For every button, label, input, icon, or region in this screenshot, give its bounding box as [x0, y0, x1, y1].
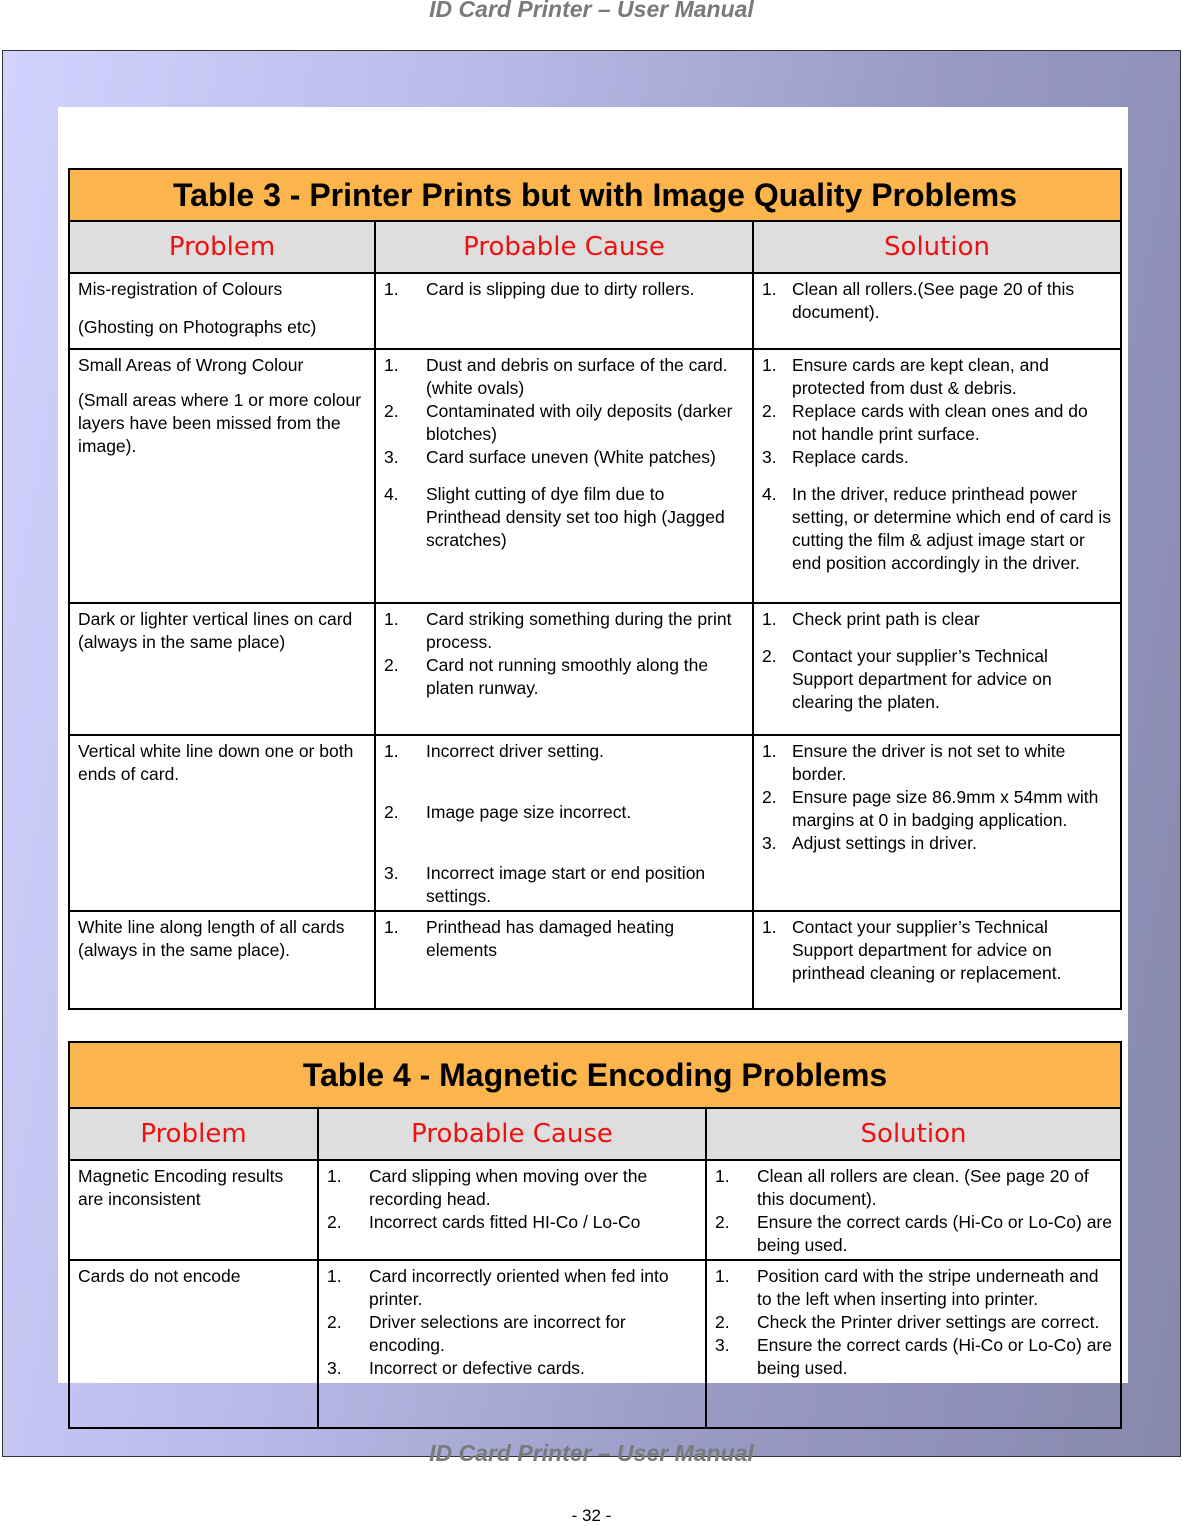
list-item: 2. Check the Printer driver settings are correct.: [715, 1312, 1100, 1332]
list-item: 1. Card incorrectly oriented when fed into printer.: [327, 1266, 669, 1309]
problem-text: Cards do not encode: [78, 1266, 241, 1286]
list-item: 2. Ensure page size 86.9mm x 54mm with margins at 0 in badging application.: [762, 787, 1099, 830]
problem-cell: [69, 1160, 318, 1260]
list-item: 2. Driver selections are incorrect for encoding.: [327, 1312, 626, 1355]
problem-text: White line along length of all cards (always in the same place).: [78, 917, 345, 960]
column-header-probable-cause: Probable Cause: [318, 1108, 706, 1160]
list-item: 1. Card is slipping due to dirty rollers.: [384, 279, 695, 299]
problem-text: Vertical white line down one or both ends of card.: [78, 741, 354, 784]
list-item: 2. Contaminated with oily deposits (darker blotches): [384, 401, 733, 444]
cause-cell: [375, 735, 753, 911]
problem-cell: [69, 911, 375, 1009]
list-item: 1. Check print path is clear: [762, 609, 980, 629]
list-item: 3. Replace cards.: [762, 447, 909, 467]
problem-detail: (Small areas where 1 or more colour layers have been missed from the image).: [78, 390, 362, 456]
list-item: 1. Printhead has damaged heating elements: [384, 917, 675, 960]
column-header-probable-cause: Probable Cause: [375, 221, 753, 273]
solution-cell: [753, 273, 1121, 349]
content-panel: [58, 107, 1128, 1383]
list-item: 2. Incorrect cards fitted HI-Co / Lo-Co: [327, 1212, 641, 1232]
problem-cell: [69, 273, 375, 349]
list-item: 1. Contact your supplier’s Technical Support department for advice on printhead cleaning or replacement.: [762, 917, 1062, 983]
table-title: Table 4 - Magnetic Encoding Problems: [69, 1042, 1121, 1108]
list-item: 1. Dust and debris on surface of the card. (white ovals): [384, 355, 728, 398]
list-item: 2. Card not running smoothly along the platen runway.: [384, 655, 709, 698]
problem-text: Dark or lighter vertical lines on card (always in the same place): [78, 609, 353, 652]
solution-cell: [706, 1160, 1121, 1260]
page-footer: ID Card Printer – User Manual: [429, 1440, 754, 1466]
table-row: [69, 603, 1121, 735]
cause-cell: [318, 1160, 706, 1260]
list-item: 4. In the driver, reduce printhead power setting, or determine which end of card is cutting the film & adjust image start or end position accordingly in the driver.: [762, 484, 1112, 573]
content-frame: [2, 50, 1181, 1457]
problem-detail: (Ghosting on Photographs etc): [78, 317, 317, 337]
list-item: 2. Image page size incorrect.: [384, 802, 632, 822]
table-row: [69, 911, 1121, 1009]
list-item: 2. Contact your supplier’s Technical Support department for advice on clearing the platen.: [762, 646, 1052, 712]
table-row: [69, 349, 1121, 603]
table-image-quality-problems: [68, 168, 1122, 1010]
solution-cell: [753, 735, 1121, 911]
problem-text: Mis-registration of Colours: [78, 279, 283, 299]
list-item: 3. Ensure the correct cards (Hi-Co or Lo-Co) are being used.: [715, 1335, 1112, 1378]
solution-cell: [753, 349, 1121, 603]
list-item: 3. Adjust settings in driver.: [762, 833, 977, 853]
problem-text: Small Areas of Wrong Colour: [78, 355, 304, 375]
list-item: 1. Card striking something during the print process.: [384, 609, 732, 652]
table-row: [69, 1260, 1121, 1428]
list-item: 1. Clean all rollers are clean. (See page 20 of this document).: [715, 1166, 1089, 1209]
column-header-solution: Solution: [753, 221, 1121, 273]
list-item: 1. Card slipping when moving over the recording head.: [327, 1166, 648, 1209]
solution-cell: [753, 603, 1121, 735]
column-header-problem: Problem: [69, 1108, 318, 1160]
list-item: 3. Incorrect image start or end position settings.: [384, 863, 706, 906]
table-row: [69, 1160, 1121, 1260]
list-item: 1. Position card with the stripe underneath and to the left when inserting into printer.: [715, 1266, 1099, 1309]
problem-cell: [69, 735, 375, 911]
list-item: 1. Ensure the driver is not set to white border.: [762, 741, 1066, 784]
table-title: Table 3 - Printer Prints but with Image Quality Problems: [69, 169, 1121, 221]
column-header-solution: Solution: [706, 1108, 1121, 1160]
problem-cell: [69, 603, 375, 735]
list-item: 2. Ensure the correct cards (Hi-Co or Lo-Co) are being used.: [715, 1212, 1112, 1255]
list-item: 2. Replace cards with clean ones and do not handle print surface.: [762, 401, 1088, 444]
page-header: ID Card Printer – User Manual: [429, 0, 754, 22]
cause-cell: [375, 273, 753, 349]
table-row: [69, 735, 1121, 911]
list-item: 4. Slight cutting of dye film due to Printhead density set too high (Jagged scratches): [384, 484, 725, 550]
problem-cell: [69, 349, 375, 603]
solution-cell: [753, 911, 1121, 1009]
list-item: 1. Clean all rollers.(See page 20 of this document).: [762, 279, 1075, 322]
table-magnetic-encoding-problems: [68, 1041, 1122, 1429]
cause-cell: [375, 911, 753, 1009]
table-row: [69, 273, 1121, 349]
cause-cell: [375, 349, 753, 603]
column-header-problem: Problem: [69, 221, 375, 273]
cause-cell: [318, 1260, 706, 1428]
list-item: 3. Card surface uneven (White patches): [384, 447, 716, 467]
cause-cell: [375, 603, 753, 735]
list-item: 3. Incorrect or defective cards.: [327, 1358, 585, 1378]
list-item: 1. Incorrect driver setting.: [384, 741, 604, 761]
list-item: 1. Ensure cards are kept clean, and protected from dust & debris.: [762, 355, 1049, 398]
problem-cell: [69, 1260, 318, 1428]
solution-cell: [706, 1260, 1121, 1428]
problem-text: Magnetic Encoding results are inconsistent: [78, 1166, 284, 1209]
page-number: - 32 -: [571, 1506, 612, 1525]
